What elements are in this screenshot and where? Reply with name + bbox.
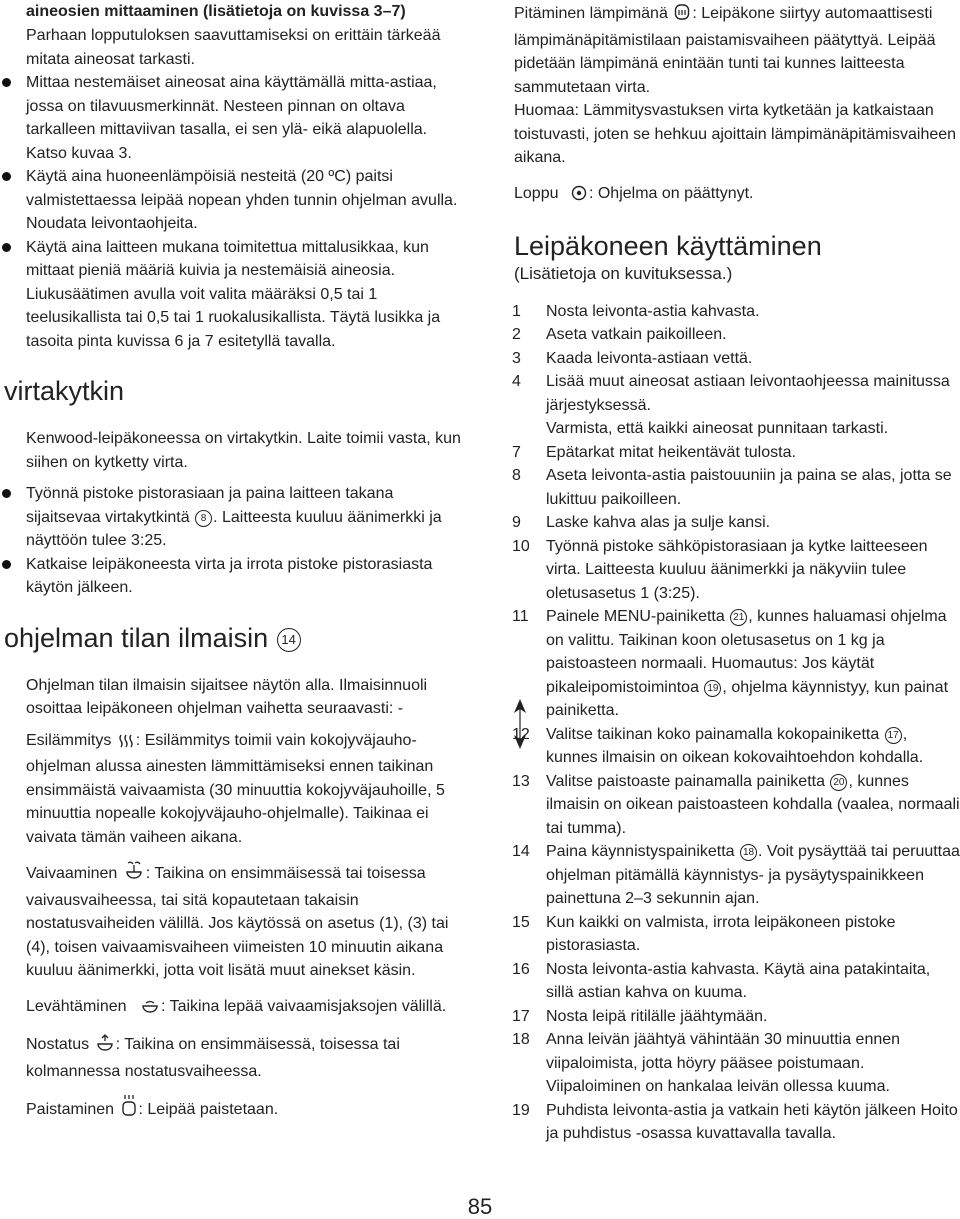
mode-text: : Leipäkone siirtyy automaattisesti lämpimänäpitämistilaan paistamisvaiheen päätyttyä. Leipää pidetään lämpimänä enintään tunti tai kunnes laitteesta sammutetaan virta. (514, 5, 936, 96)
mode-text: : Taikina lepää vaivaamisjaksojen välillä. (160, 997, 447, 1015)
mode-text: : Taikina on ensimmäisessä tai toisessa vaivausvaiheessa, tai sitä kopautetaan takaisin nostatusvaiheiden välillä. Jos käytössä on asetus (1), (3) tai (4), toisen vaivaamisvaiheen viimeisten 10 minuutin aikana kuuluu äänimerkki, jotta voit lisätä muut ainekset käsin. (26, 865, 449, 979)
step-text: Nosta leipä ritilälle jäähtymään. (546, 1007, 768, 1025)
ref-number-17: 17 (885, 727, 902, 744)
mode-name: Vaivaaminen (26, 865, 118, 882)
step-text: Paina käynnistyspainiketta (546, 843, 735, 860)
measuring-bullet: Mittaa nestemäiset aineosat aina käyttämällä mitta-astiaa, jossa on tilavuusmerkinnät. Nesteen pinnan on oltava tarkalleen mittaviivan tasalla, ei sen ylä- eikä alapuolella. Katso kuvaa 3. (0, 71, 470, 165)
mode-end (514, 182, 960, 209)
page-number: 85 (467, 1194, 493, 1219)
step-text: Epätarkat mitat heikentävät tulosta. (546, 443, 796, 461)
list-item (512, 464, 960, 511)
step-text: , kunnes ilmaisin on oikean kokovaihtoehdon kohdalla. (546, 725, 924, 766)
ref-number-21: 21 (730, 609, 747, 626)
rest-icon (141, 998, 159, 1022)
step-number: 4 (512, 373, 521, 390)
step-number: 2 (512, 326, 521, 343)
step-text: Aseta leivonta-astia paistouuniin ja paina se alas, jotta se lukittuu paikoilleen. (546, 467, 952, 508)
step-number: 11 (512, 608, 529, 625)
mode-rest (0, 995, 470, 1022)
list-item (512, 370, 960, 417)
mode-knead (0, 861, 470, 983)
step-number: 15 (512, 913, 530, 931)
bake-icon (121, 1095, 137, 1125)
mode-bake (0, 1095, 470, 1125)
bullet-text: Työnnä pistoke pistorasiaan ja paina laitteen takana sijaitsevaa virtakytkintä (26, 485, 394, 526)
mode-text: : Leipää paistetaan. (138, 1101, 279, 1118)
list-item (512, 1005, 960, 1029)
mode-text: : Esilämmitys toimii vain kokojyväjauho-ohjelman alussa ainesten lämmittämiseksi ennen taikinan ensimmäistä vaivaamista (30 minuuttia kokojyväjauhoille, 5 minuuttia nopealle kokojyväjauho-ohjelmalle). Taikinaa ei vaivata tämän vaiheen aikana. (26, 731, 445, 846)
power-switch-bullet: Katkaise leipäkoneesta virta ja irrota pistoke pistorasiasta käytön jälkeen. (0, 553, 470, 600)
mode-name: Levähtäminen (26, 997, 127, 1015)
measuring-heading: aineosien mittaaminen (lisätietoja on kuvissa 3–7) (26, 3, 406, 20)
mode-name: Loppu (514, 184, 559, 202)
measuring-bullet: Käytä aina huoneenlämpöisiä nesteitä (20 ºC) paitsi valmistettaessa leipää nopean yhden tunnin ohjelman avulla. Noudata leivontaohjeita. (0, 165, 470, 236)
mode-rise (0, 1033, 470, 1083)
measuring-extra: Liukusäätimen avulla voit valita määräksi 0,5 tai 1 teelusikallista tai 0,5 tai 1 ruokalusikallista. Täytä lusikka ja tasoita pinta kuvissa 6 ja 7 esitetyllä tavalla. (26, 285, 441, 350)
step-number: 1 (512, 302, 521, 320)
step-text: , kunnes haluamasi ohjelma on valittu. Taikinan koon oletusasetus on 1 kg ja paistoasteen normaali. Huomautus: Jos käytät pikaleipomistoimintoa (546, 608, 947, 696)
step-number: 8 (512, 467, 521, 484)
steps-list (514, 300, 960, 1146)
step-text: , kunnes ilmaisin on oikean paistoasteen kohdalla (vaalea, normaali tai tumma). (546, 772, 960, 837)
power-switch-bullet (0, 482, 470, 553)
list-item (512, 323, 960, 347)
step-number: 19 (512, 1101, 530, 1119)
list-item (512, 770, 960, 841)
step-number: 13 (512, 772, 530, 790)
step-text: Lisää muut aineosat astiaan leivontaohjeessa mainitussa järjestyksessä. (546, 373, 950, 414)
step-text: Nosta leivonta-astia kahvasta. (546, 302, 760, 320)
step-number: 18 (512, 1031, 530, 1048)
indicator-heading (4, 622, 470, 654)
step-number: 9 (512, 514, 521, 531)
mode-text: : Taikina on ensimmäisessä, toisessa tai kolmannessa nostatusvaiheessa. (26, 1036, 400, 1080)
step-text: Työnnä pistoke sähköpistorasiaan ja kytke laitteeseen virta. Laitteesta kuuluu äänimerkki ja näkyviin tulee oletusasetus 1 (3:25). (546, 537, 928, 602)
step-text: , ohjelma käynnistyy, kun painat painiketta. (546, 678, 949, 719)
rise-icon (96, 1034, 114, 1060)
indicator-intro: Ohjelman tilan ilmaisin sijaitsee näytön alla. Ilmaisinnuoli osoittaa leipäkoneen ohjelman vaihetta seuraavasti: - (26, 676, 428, 717)
step-number: 17 (512, 1007, 530, 1025)
step-number: 14 (512, 843, 530, 860)
mode-preheat (0, 729, 470, 850)
right-column (514, 0, 960, 1146)
list-item (512, 840, 960, 911)
list-item (512, 911, 960, 958)
keep-warm-note: Huomaa: Lämmitysvastuksen virta kytketään ja katkaistaan toistuvasti, joten se hehkuu ajoittain lämpimänäpitämisvaiheen aikana. (514, 102, 957, 166)
keep-warm-icon (674, 3, 690, 29)
using-heading: Leipäkoneen käyttäminen (514, 231, 822, 261)
ref-number-14: 14 (277, 628, 301, 652)
list-item (512, 347, 960, 371)
bullet-text: . Laitteesta kuuluu äänimerkki ja näyttöön tulee 3:25. (26, 508, 442, 549)
indicator-heading-text: ohjelman tilan ilmaisin (4, 622, 269, 653)
list-item (512, 300, 960, 324)
mode-name: Nostatus (26, 1036, 90, 1053)
step-text: Aseta vatkain paikoilleen. (546, 326, 727, 343)
end-icon (571, 185, 587, 209)
list-item (512, 1099, 960, 1146)
power-switch-heading: virtakytkin (4, 376, 125, 406)
step-text: Painele MENU-painiketta (546, 608, 725, 625)
mode-name: Esilämmitys (26, 731, 112, 749)
mode-name: Pitäminen lämpimänä (514, 5, 668, 22)
step-text: Nosta leivonta-astia kahvasta. Käytä aina patakintaita, sillä astian kahva on kuuma. (546, 960, 931, 1001)
step-number: 3 (512, 349, 521, 367)
step-text: Kun kaikki on valmista, irrota leipäkoneen pistoke pistorasiasta. (546, 913, 896, 954)
step-text: Puhdista leivonta-astia ja vatkain heti käytön jälkeen Hoito ja puhdistus -osassa kuvattavalla tavalla. (546, 1101, 958, 1142)
step-text: Kaada leivonta-astiaan vettä. (546, 349, 753, 367)
step-number: 7 (512, 443, 521, 461)
left-column (0, 0, 470, 1125)
list-item (512, 1028, 960, 1099)
list-item (512, 723, 960, 770)
step-text: Varmista, että kaikki aineosat punnitaan tarkasti. (546, 420, 889, 437)
preheat-icon (118, 732, 134, 756)
list-item (512, 958, 960, 1005)
measuring-intro: Parhaan lopputuloksen saavuttamiseksi on erittäin tärkeää mitata aineosat tarkasti. (26, 27, 441, 68)
step-text: Anna leivän jäähtyä vähintään 30 minuuttia ennen viipaloimista, jotta höyry pääsee poistumaan. Viipaloiminen on hankalaa leivän ollessa kuuma. (546, 1031, 901, 1095)
knead-icon (124, 861, 144, 889)
list-item (512, 441, 960, 465)
list-item (512, 511, 960, 535)
power-switch-intro: Kenwood-leipäkoneessa on virtakytkin. Laite toimii vasta, kun siihen on kytketty virta. (26, 430, 461, 471)
ref-number-20: 20 (830, 774, 847, 791)
list-item (512, 605, 960, 723)
step-text: Valitse taikinan koko painamalla kokopainiketta (546, 725, 880, 743)
step-number: 12 (512, 725, 530, 743)
mode-keep-warm (514, 2, 960, 99)
measuring-bullet: Käytä aina laitteen mukana toimitettua mittalusikkaa, kun mittaat pieniä määriä kuivia ja nestemäisiä aineosia. (0, 236, 470, 283)
list-item (512, 535, 960, 606)
using-subheading: (Lisätietoja on kuvituksessa.) (514, 264, 733, 283)
list-item (530, 417, 960, 441)
step-number: 16 (512, 960, 530, 978)
mode-text: : Ohjelma on päättynyt. (588, 184, 754, 202)
step-text: Laske kahva alas ja sulje kansi. (546, 514, 771, 531)
step-text: Valitse paistoaste painamalla painiketta (546, 772, 825, 790)
ref-number-19: 19 (704, 680, 721, 697)
ref-number-8: 8 (195, 510, 212, 527)
mode-name: Paistaminen (26, 1101, 115, 1118)
step-text: . Voit pysäyttää tai peruuttaa ohjelman pitämällä käynnistys- ja pysäytyspainikkeen painettuna 2–3 sekunnin ajan. (546, 843, 960, 907)
ref-number-18: 18 (740, 844, 757, 861)
step-number: 10 (512, 537, 530, 555)
